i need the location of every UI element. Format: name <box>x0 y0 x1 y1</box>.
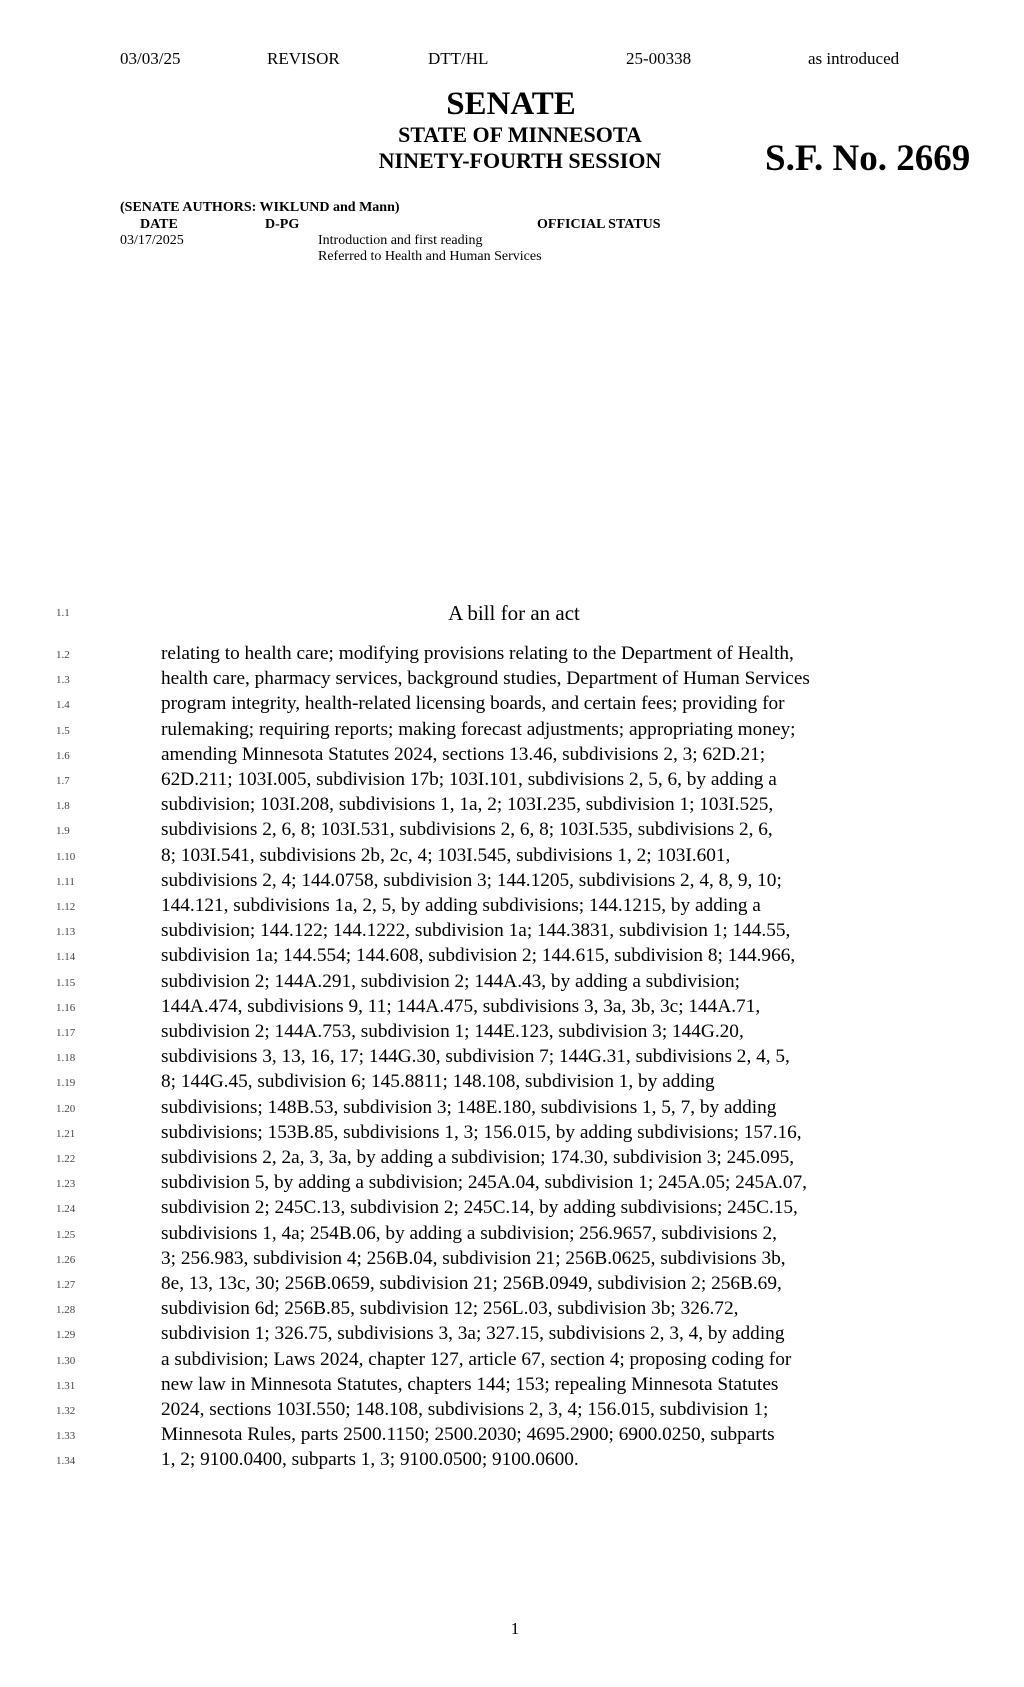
session-title: NINETY-FOURTH SESSION <box>378 148 662 173</box>
bill-line: subdivisions; 148B.53, subdivision 3; 148E.180, subdivisions 1, 5, 7, by adding <box>161 1096 777 1118</box>
status-date: 03/17/2025 <box>120 233 184 248</box>
line-number: 1.2 <box>56 649 70 661</box>
bill-line: amending Minnesota Statutes 2024, sections 13.46, subdivisions 2, 3; 62D.21; <box>161 743 766 765</box>
status-action: Referred to Health and Human Services <box>318 249 542 264</box>
bill-line: subdivision 1; 326.75, subdivisions 3, 3a; 327.15, subdivisions 2, 3, 4, by adding <box>161 1323 785 1345</box>
line-number: 1.14 <box>56 951 76 964</box>
header-initials: DTT/HL <box>428 49 489 68</box>
status-column-date: DATE <box>140 217 178 232</box>
bill-line: rulemaking; requiring reports; making forecast adjustments; appropriating money; <box>161 718 796 740</box>
status-action: Introduction and first reading <box>318 233 483 248</box>
bill-line: subdivisions 2, 6, 8; 103I.531, subdivisions 2, 6, 8; 103I.535, subdivisions 2, 6, <box>161 819 773 841</box>
line-number: 1.10 <box>56 850 76 863</box>
bill-line: a subdivision; Laws 2024, chapter 127, article 67, section 4; proposing coding for <box>161 1348 792 1370</box>
header-revisor: REVISOR <box>267 49 340 68</box>
header-date: 03/03/25 <box>120 49 181 68</box>
line-number: 1.25 <box>56 1228 76 1241</box>
line-number: 1.16 <box>56 1001 76 1014</box>
bill-line: subdivisions 1, 4a; 254B.06, by adding a subdivision; 256.9657, subdivisions 2, <box>161 1222 777 1244</box>
line-number: 1.26 <box>56 1253 76 1266</box>
state-title: STATE OF MINNESOTA <box>398 122 642 147</box>
bill-line: 144A.474, subdivisions 9, 11; 144A.475, subdivisions 3, 3a, 3b, 3c; 144A.71, <box>161 995 761 1017</box>
bill-line: subdivision 1a; 144.554; 144.608, subdivision 2; 144.615, subdivision 8; 144.966, <box>161 945 796 967</box>
bill-line: 62D.211; 103I.005, subdivision 17b; 103I.101, subdivisions 2, 5, 6, by adding a <box>161 769 777 790</box>
status-column-official-status: OFFICIAL STATUS <box>537 217 661 232</box>
line-number: 1.18 <box>56 1052 76 1065</box>
senate-authors: (SENATE AUTHORS: WIKLUND and Mann) <box>120 200 400 215</box>
line-number: 1.19 <box>56 1077 76 1090</box>
bill-line: health care, pharmacy services, background studies, Department of Human Services <box>161 668 810 690</box>
line-number: 1.15 <box>56 976 76 989</box>
bill-line: subdivision 2; 245C.13, subdivision 2; 245C.14, by adding subdivisions; 245C.15, <box>161 1197 798 1219</box>
bill-line: 144.121, subdivisions 1a, 2, 5, by adding subdivisions; 144.1215, by adding a <box>161 895 761 916</box>
line-number: 1.23 <box>56 1178 76 1191</box>
bill-line: subdivision; 144.122; 144.1222, subdivision 1a; 144.3831, subdivision 1; 144.55, <box>161 920 791 942</box>
bill-line: subdivisions 2, 4; 144.0758, subdivision 3; 144.1205, subdivisions 2, 4, 8, 9, 10; <box>161 869 782 891</box>
line-number: 1.17 <box>56 1027 76 1039</box>
bill-number: S.F. No. 2669 <box>765 138 971 179</box>
line-number: 1.4 <box>56 699 70 712</box>
line-number: 1.1 <box>56 607 70 619</box>
bill-line: subdivision 2; 144A.291, subdivision 2; 144A.43, by adding a subdivision; <box>161 970 740 992</box>
bill-line: subdivision 5, by adding a subdivision; 245A.04, subdivision 1; 245A.05; 245A.07, <box>161 1172 807 1194</box>
line-number: 1.11 <box>56 875 75 888</box>
page-number: 1 <box>510 1619 520 1638</box>
bill-line: subdivision; 103I.208, subdivisions 1, 1a, 2; 103I.235, subdivision 1; 103I.525, <box>161 794 774 816</box>
line-number: 1.7 <box>56 775 70 787</box>
bill-line: 1, 2; 9100.0400, subparts 1, 3; 9100.0500; 9100.0600. <box>161 1449 579 1471</box>
line-number: 1.3 <box>56 674 70 687</box>
line-number: 1.31 <box>56 1379 76 1392</box>
line-number: 1.12 <box>56 901 76 913</box>
line-number: 1.28 <box>56 1304 76 1317</box>
line-number: 1.20 <box>56 1102 76 1115</box>
bill-line: 2024, sections 103I.550; 148.108, subdivisions 2, 3, 4; 156.015, subdivision 1; <box>161 1399 769 1420</box>
bill-line: subdivisions 3, 13, 16, 17; 144G.30, subdivision 7; 144G.31, subdivisions 2, 4, 5, <box>161 1046 790 1068</box>
bill-line: subdivision 6d; 256B.85, subdivision 12; 256L.03, subdivision 3b; 326.72, <box>161 1298 739 1320</box>
line-number: 1.6 <box>56 749 70 762</box>
line-number: 1.9 <box>56 825 70 838</box>
line-number: 1.27 <box>56 1279 76 1291</box>
line-number: 1.30 <box>56 1354 76 1367</box>
line-number: 1.32 <box>56 1405 76 1417</box>
bill-line: subdivision 2; 144A.753, subdivision 1; 144E.123, subdivision 3; 144G.20, <box>161 1021 744 1042</box>
header-file-number: 25-00338 <box>626 49 692 68</box>
bill-line: 8; 144G.45, subdivision 6; 145.8811; 148.108, subdivision 1, by adding <box>161 1071 715 1093</box>
line-number: 1.13 <box>56 926 76 939</box>
line-number: 1.21 <box>56 1127 76 1140</box>
header-version: as introduced <box>808 49 900 68</box>
bill-line: new law in Minnesota Statutes, chapters 144; 153; repealing Minnesota Statutes <box>161 1373 779 1395</box>
status-column-dpg: D-PG <box>265 217 300 232</box>
bill-line: subdivisions; 153B.85, subdivisions 1, 3; 156.015, by adding subdivisions; 157.16, <box>161 1121 802 1143</box>
line-number: 1.29 <box>56 1329 76 1342</box>
bill-line: relating to health care; modifying provisions relating to the Department of Health, <box>161 643 794 664</box>
line-number: 1.5 <box>56 724 70 737</box>
line-number: 1.33 <box>56 1430 76 1443</box>
bill-line: 8; 103I.541, subdivisions 2b, 2c, 4; 103I.545, subdivisions 1, 2; 103I.601, <box>161 844 731 866</box>
bill-line: 3; 256.983, subdivision 4; 256B.04, subdivision 21; 256B.0625, subdivisions 3b, <box>161 1247 786 1269</box>
line-number: 1.8 <box>56 800 70 813</box>
chamber-title: SENATE <box>446 86 576 122</box>
line-number: 1.22 <box>56 1153 76 1165</box>
bill-title: A bill for an act <box>448 601 580 625</box>
bill-line: program integrity, health-related licensing boards, and certain fees; providing for <box>161 693 785 715</box>
bill-line: subdivisions 2, 2a, 3, 3a, by adding a subdivision; 174.30, subdivision 3; 245.095, <box>161 1147 795 1168</box>
line-number: 1.24 <box>56 1203 76 1216</box>
bill-line: 8e, 13, 13c, 30; 256B.0659, subdivision 21; 256B.0949, subdivision 2; 256B.69, <box>161 1273 782 1294</box>
line-number: 1.34 <box>56 1455 76 1468</box>
bill-line: Minnesota Rules, parts 2500.1150; 2500.2030; 4695.2900; 6900.0250, subparts <box>161 1424 775 1446</box>
